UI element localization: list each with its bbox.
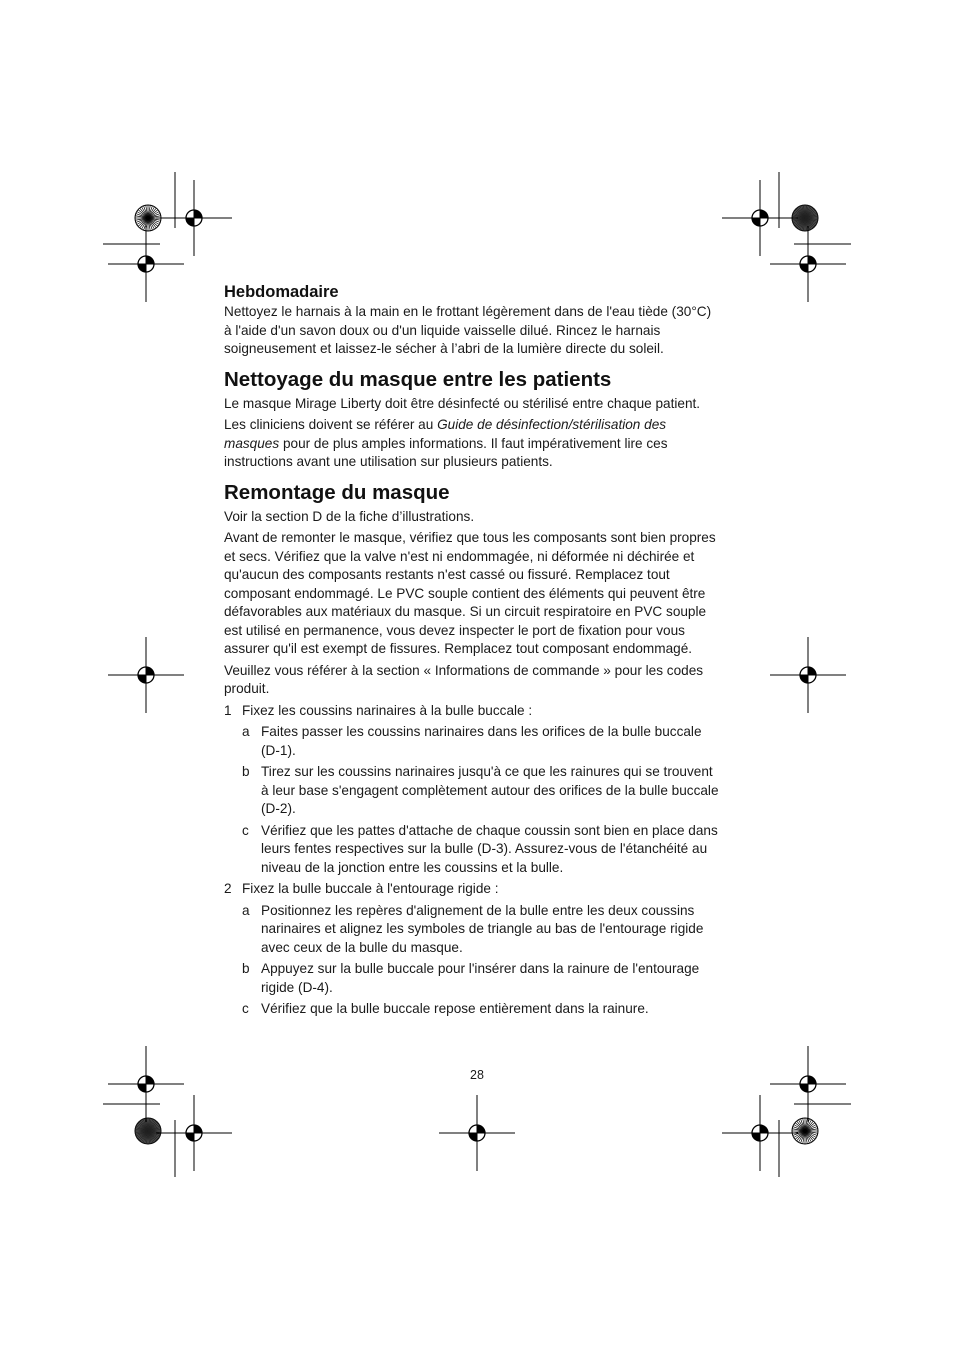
- substep-letter: b: [242, 961, 250, 976]
- text-run: Vérifiez que la bulle buccale repose entièrement dans la rainure.: [261, 1001, 649, 1016]
- section-ref: D: [312, 508, 323, 524]
- guide-title: Guide de désinfection/stérilisation des masques: [224, 417, 667, 451]
- page-content: [224, 281, 720, 1019]
- crosshair-target-icon: [722, 180, 798, 256]
- crosshair-target-icon: [770, 226, 846, 302]
- paragraph-between-patients-1: Le masque Mirage Liberty doit être désinfecté ou stérilisé entre chaque patient.: [224, 395, 701, 411]
- crosshair-target-icon: [722, 1095, 798, 1171]
- text-run: Positionnez les repères d'alignement de la bulle entre les deux coussins narinaires et alignez les symboles de triangle au bas de l'entourage rigide avec ceux de la bulle du masque.: [261, 902, 704, 955]
- crosshair-target-icon: [156, 180, 232, 256]
- crosshair-target-icon: [108, 226, 184, 302]
- step-text: Fixez la bulle buccale à l'entourage rigide :: [242, 881, 499, 896]
- step-item: [224, 880, 720, 899]
- text-run: ).: [287, 801, 296, 816]
- crosshair-target-icon: [156, 1095, 232, 1171]
- paragraph-weekly: Nettoyez le harnais à la main en le frottant légèrement dans de l'eau tiède (30°C) à l'aide d'un savon doux ou d'un liquide vaisselle dilué. Rincez le harnais soigneusement et laissez-le sécher à l’abri de la lumière directe du soleil.: [224, 304, 712, 356]
- figure-ref: D-4: [302, 979, 325, 995]
- figure-ref: D-1: [265, 742, 288, 758]
- crosshair-target-icon: [770, 637, 846, 713]
- page-number: 28: [470, 1068, 484, 1082]
- text-run: ).: [287, 742, 296, 758]
- text-run: Appuyez sur la bulle buccale pour l'insérer dans la rainure de l'entourage rigide (: [261, 961, 700, 995]
- substep-letter: c: [242, 822, 249, 838]
- starburst-icon: [792, 1118, 818, 1144]
- text-run: Tirez sur les coussins narinaires jusqu'à ce que les rainures qui se trouvent à leur base s'engagent complètement autour des orifices de la bulle buccale (: [261, 764, 719, 816]
- figure-ref: D-2: [265, 801, 288, 816]
- crosshair-target-icon: [439, 1095, 515, 1171]
- text-run: de la fiche d’illustrations.: [322, 508, 475, 524]
- dark-starburst-icon: [135, 1118, 161, 1144]
- steps-list: [224, 702, 720, 1019]
- substep-item: [224, 902, 720, 958]
- text-run: ). Assurez-vous de l'étanchéité au niveau de la jonction entre les coussins et la bulle.: [261, 841, 708, 875]
- substep-item: [224, 960, 720, 997]
- step-text: Fixez les coussins narinaires à la bulle buccale :: [242, 702, 533, 718]
- substep-letter: a: [242, 902, 250, 918]
- text-run: Les cliniciens doivent se référer au: [224, 417, 438, 432]
- substep-item: [224, 822, 720, 878]
- crosshair-target-icon: [108, 1046, 184, 1122]
- substep-letter: b: [242, 764, 250, 779]
- substep-letter: c: [242, 1001, 249, 1016]
- paragraph-reassembly-1: [224, 508, 720, 527]
- step-number: 2: [224, 881, 232, 896]
- substep-item: [224, 763, 720, 819]
- paragraph-reassembly-3: Veuillez vous référer à la section « Informations de commande » pour les codes produit.: [224, 662, 704, 696]
- substep-item: [224, 1000, 720, 1019]
- text-run: Vérifiez que les pattes d'attache de chaque coussin sont bien en place dans leurs fentes respectives sur la bulle (: [261, 822, 718, 856]
- text-run: Voir la section: [224, 508, 313, 524]
- substep-item: [224, 723, 720, 760]
- text-run: Faites passer les coussins narinaires dans les orifices de la bulle buccale (: [261, 724, 702, 758]
- paragraph-reassembly-2: Avant de remonter le masque, vérifiez que tous les composants sont bien propres et secs. Vérifiez que la valve n'est ni endommagée, ni déformée ni déchirée et qu'aucun des composants restants n'est cassé ou fissuré. Remplacez tout composant endommagé. Le PVC souple contient des éléments qui peuvent être défavorables aux matériaux du masque. Si un circuit respiratoire en PVC souple est utilisé en permanence, vous devez inspecter le port de fixation pour vous assurer qu'il est exempt de fissures. Remplacez tout composant endommagé.: [224, 530, 716, 656]
- heading-weekly: Hebdomadaire: [224, 283, 339, 301]
- crosshair-target-icon: [108, 637, 184, 713]
- text-run: ).: [324, 979, 333, 995]
- figure-ref: D-3: [481, 841, 504, 856]
- text-run: pour de plus amples informations. Il faut impérativement lire ces instructions avant une utilisation sur plusieurs patients.: [224, 435, 668, 469]
- step-item: [224, 702, 720, 721]
- paragraph-between-patients-2: [224, 416, 720, 472]
- crosshair-target-icon: [770, 1046, 846, 1122]
- substep-letter: a: [242, 724, 250, 739]
- step-number: 1: [224, 702, 232, 718]
- heading-reassembly: Remontage du masque: [224, 480, 450, 504]
- heading-between-patients: Nettoyage du masque entre les patients: [224, 367, 612, 391]
